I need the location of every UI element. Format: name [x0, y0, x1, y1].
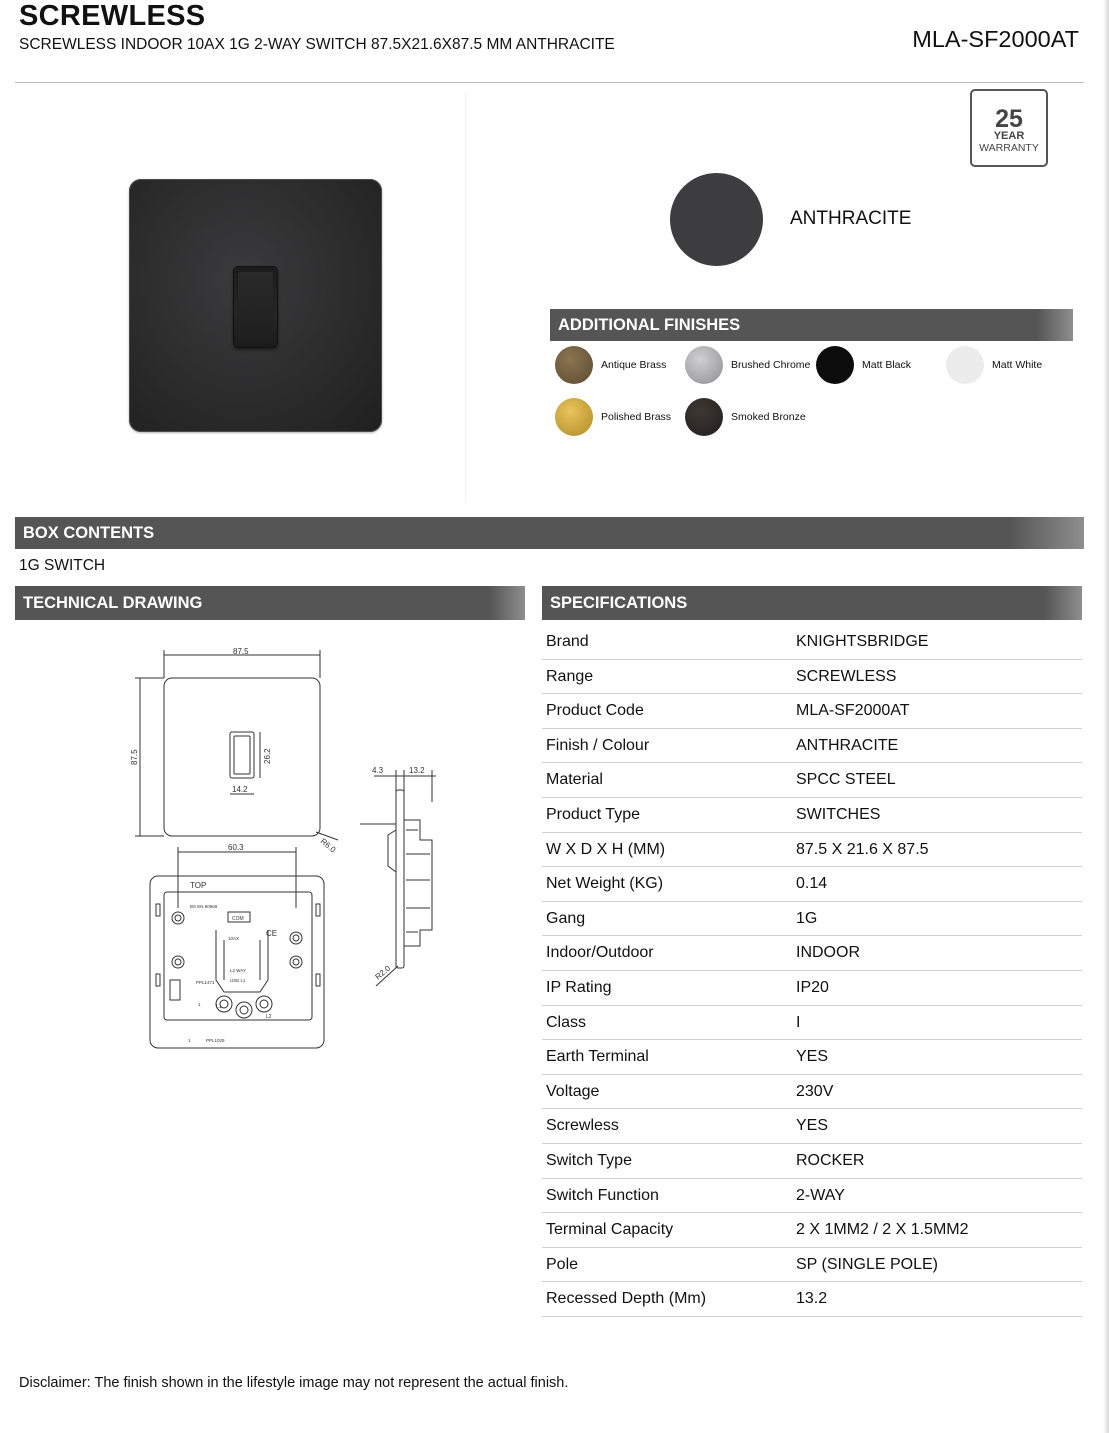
finish-name: ANTHRACITE	[790, 208, 912, 229]
spec-value: 1G	[796, 909, 818, 927]
dim-rocker-height: 26.2	[263, 748, 272, 764]
spec-row	[542, 1248, 1082, 1283]
specifications-table	[542, 625, 1082, 1317]
finish-swatch-3	[946, 346, 984, 384]
finish-swatch-4	[555, 398, 593, 436]
finish-label: Smoked Bronze	[731, 411, 806, 423]
spec-value: MLA-SF2000AT	[796, 702, 910, 720]
spec-row	[542, 660, 1082, 695]
label-top: TOP	[190, 881, 207, 890]
spec-row	[542, 625, 1082, 660]
label-number-a: 1	[198, 1002, 201, 1007]
label-use-l1: USE L1	[230, 978, 246, 983]
spec-key: Indoor/Outdoor	[546, 944, 654, 962]
spec-key: Voltage	[546, 1082, 600, 1100]
technical-drawing	[120, 640, 450, 1060]
spec-row	[542, 936, 1082, 971]
side-view	[360, 766, 436, 986]
spec-key: Finish / Colour	[546, 736, 650, 754]
spec-key: Gang	[546, 909, 586, 927]
spec-row	[542, 1075, 1082, 1110]
spec-row	[542, 1213, 1082, 1248]
label-l2: L2	[266, 1014, 272, 1020]
dim-side-radius: R2.0	[373, 963, 393, 982]
dim-plate-depth: 4.3	[372, 766, 384, 775]
spec-row	[542, 1179, 1082, 1214]
finish-swatch-0	[555, 346, 593, 384]
spec-value: ANTHRACITE	[796, 736, 899, 754]
dim-recess-depth: 13.2	[409, 766, 425, 775]
warranty-label: WARRANTY	[979, 142, 1039, 154]
spec-value: IP20	[796, 978, 829, 996]
header-divider	[15, 82, 1084, 83]
spec-row	[542, 971, 1082, 1006]
spec-key: Material	[546, 771, 603, 789]
spec-row	[542, 1006, 1082, 1041]
finish-label: Brushed Chrome	[731, 359, 811, 371]
spec-value: ROCKER	[796, 1151, 865, 1169]
dim-inner-width: 60.3	[228, 843, 244, 852]
spec-key: Pole	[546, 1255, 579, 1273]
spec-key: Switch Function	[546, 1186, 659, 1204]
spec-key: Brand	[546, 633, 589, 650]
dim-height: 87.5	[130, 749, 139, 765]
label-number-b: 1	[188, 1038, 191, 1043]
product-image-rocker-face	[238, 272, 273, 342]
box-contents-text: 1G SWITCH	[19, 557, 106, 574]
finish-label: Matt Black	[862, 359, 912, 371]
spec-value: SPCC STEEL	[796, 771, 896, 789]
spec-value: 0.14	[796, 875, 828, 893]
spec-row	[542, 694, 1082, 729]
warranty-years: 25	[995, 105, 1023, 133]
product-description: SCREWLESS INDOOR 10AX 1G 2-WAY SWITCH 87.5X21.6X87.5 MM ANTHRACITE	[19, 36, 615, 53]
spec-value: 2-WAY	[796, 1186, 845, 1204]
spec-row	[542, 1109, 1082, 1144]
finish-label: Antique Brass	[601, 359, 667, 371]
label-standard: BS EN 60669	[190, 904, 218, 909]
spec-row	[542, 1040, 1082, 1075]
spec-key: Switch Type	[546, 1151, 632, 1169]
spec-row	[542, 798, 1082, 833]
spec-row	[542, 833, 1082, 868]
label-2way: L2 WAY	[230, 968, 247, 973]
technical-drawing-header: TECHNICAL DRAWING	[15, 586, 525, 620]
spec-row	[542, 1282, 1082, 1317]
spec-value: SWITCHES	[796, 805, 881, 823]
image-divider	[465, 92, 466, 502]
spec-row	[542, 902, 1082, 937]
spec-value: SP (SINGLE POLE)	[796, 1255, 938, 1273]
spec-row	[542, 1144, 1082, 1179]
spec-value: YES	[796, 1117, 829, 1135]
finish-label: Polished Brass	[601, 411, 672, 423]
spec-key: Product Type	[546, 805, 640, 823]
spec-key: Range	[546, 667, 594, 685]
label-ppl-a: PPL1471	[196, 980, 215, 985]
spec-value: I	[796, 1013, 801, 1031]
specifications-header: SPECIFICATIONS	[542, 586, 1082, 620]
spec-value: 13.2	[796, 1290, 828, 1308]
warranty-year-label: YEAR	[993, 130, 1025, 142]
spec-key: Net Weight (KG)	[546, 875, 664, 893]
spec-key: Screwless	[546, 1117, 619, 1135]
disclaimer: Disclaimer: The finish shown in the lifestyle image may not represent the actual finish.	[19, 1375, 569, 1391]
spec-key: Earth Terminal	[546, 1048, 649, 1066]
label-com: COM	[232, 916, 244, 922]
spec-value: INDOOR	[796, 944, 860, 962]
spec-key: Class	[546, 1013, 587, 1031]
spec-key: Recessed Depth (Mm)	[546, 1290, 707, 1308]
finish-label: Matt White	[992, 359, 1043, 371]
dim-rocker-width: 14.2	[232, 785, 248, 794]
label-rating: 10AX	[228, 936, 240, 941]
spec-key: Product Code	[546, 702, 644, 720]
warranty-badge	[970, 89, 1048, 167]
finish-swatch	[670, 173, 763, 266]
front-view	[130, 647, 338, 855]
finish-swatch-2	[816, 346, 854, 384]
box-contents-header: BOX CONTENTS	[15, 517, 1084, 549]
spec-value: 87.5 X 21.6 X 87.5	[796, 840, 929, 858]
spec-value: YES	[796, 1048, 829, 1066]
spec-key: Terminal Capacity	[546, 1221, 674, 1239]
spec-row	[542, 763, 1082, 798]
spec-key: IP Rating	[546, 978, 612, 996]
finish-swatch-1	[685, 346, 723, 384]
spec-row	[542, 867, 1082, 902]
dim-corner-radius: R6.0	[318, 836, 338, 855]
page-edge-shadow	[1103, 0, 1109, 1433]
range-title: SCREWLESS	[19, 0, 206, 32]
product-code: MLA-SF2000AT	[912, 26, 1079, 52]
spec-value: KNIGHTSBRIDGE	[796, 633, 929, 650]
label-ppl-b: PPL1029	[206, 1038, 225, 1043]
label-l1: L1	[216, 1004, 222, 1010]
dim-width: 87.5	[233, 647, 249, 656]
spec-value: SCREWLESS	[796, 667, 897, 685]
spec-value: 2 X 1MM2 / 2 X 1.5MM2	[796, 1221, 969, 1239]
rear-view	[150, 843, 324, 1048]
label-ce: CE	[266, 929, 278, 938]
spec-value: 230V	[796, 1082, 834, 1100]
finish-swatch-5	[685, 398, 723, 436]
additional-finishes-header: ADDITIONAL FINISHES	[550, 309, 1073, 341]
spec-row	[542, 729, 1082, 764]
spec-key: W X D X H (MM)	[546, 840, 666, 858]
